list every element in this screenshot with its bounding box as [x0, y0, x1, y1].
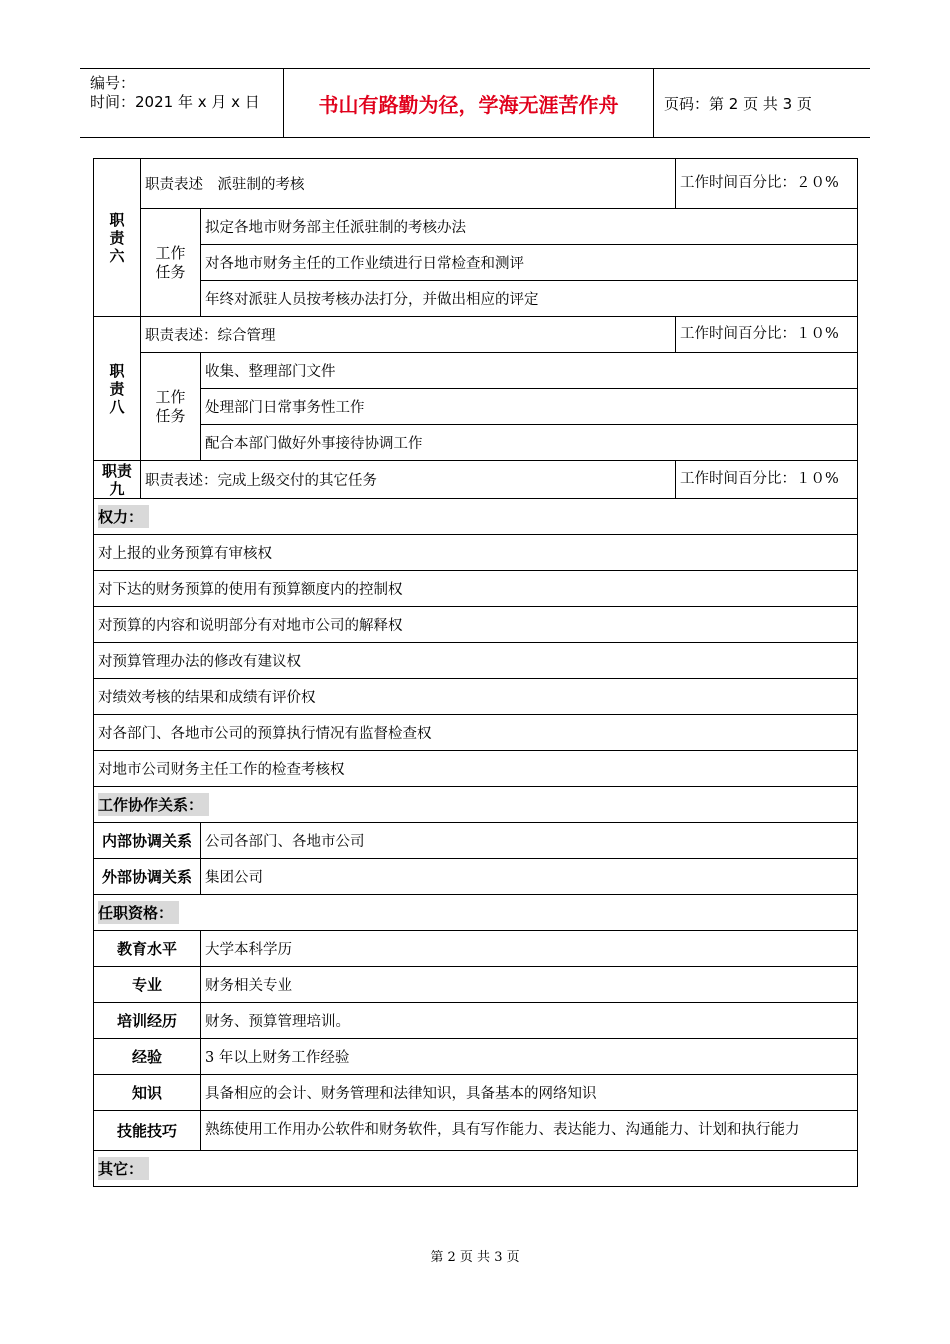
- duty-9-description: 职责表述：完成上级交付的其它任务: [141, 461, 676, 499]
- qualification-value: 大学本科学历: [201, 931, 858, 967]
- qualification-row: [94, 1075, 858, 1111]
- internal-relations-row: [94, 823, 858, 859]
- power-row: [94, 715, 858, 751]
- qualification-value: 财务相关专业: [201, 967, 858, 1003]
- duty-8-description: 职责表述：综合管理: [141, 317, 676, 353]
- header-motto: 书山有路勤为径，学海无涯苦作舟: [284, 69, 654, 137]
- qualification-value: 具备相应的会计、财务管理和法律知识，具备基本的网络知识: [201, 1075, 858, 1111]
- duty-6-task-2: 对各地市财务主任的工作业绩进行日常检查和测评: [201, 245, 858, 281]
- header-page-number: 页码：第 2 页 共 3 页: [664, 94, 812, 113]
- duty-6-label: 职责六: [94, 159, 141, 317]
- header-meta: [80, 69, 284, 137]
- duty-6-time-percent: 工作时间百分比：２０%: [676, 159, 858, 209]
- page-footer: 第 2 页 共 3 页: [430, 1250, 520, 1265]
- duty-8-summary-row: [94, 317, 858, 353]
- duty-9-summary-row: [94, 461, 858, 499]
- powers-section-title: 权力：: [94, 499, 858, 535]
- qualification-value: 财务、预算管理培训。: [201, 1003, 858, 1039]
- qualification-label: 教育水平: [94, 931, 201, 967]
- qualification-label: 经验: [94, 1039, 201, 1075]
- power-row: [94, 679, 858, 715]
- qualification-value: 熟练使用工作用办公软件和财务软件，具有写作能力、表达能力、沟通能力、计划和执行能力: [201, 1111, 858, 1151]
- duty-6-task-row: [94, 209, 858, 245]
- duty-9-label: 职责九: [94, 461, 141, 499]
- other-section-row: [94, 1151, 858, 1187]
- duty-6-task-label: 工作任务: [141, 209, 201, 317]
- duty-6-task-1: 拟定各地市财务部主任派驻制的考核办法: [201, 209, 858, 245]
- job-description-table: [93, 158, 858, 1187]
- qualification-label: 专业: [94, 967, 201, 1003]
- duty-8-task-1: 收集、整理部门文件: [201, 353, 858, 389]
- power-item: 对预算管理办法的修改有建议权: [94, 643, 858, 679]
- qualification-row: [94, 967, 858, 1003]
- duty-8-time-percent: 工作时间百分比：１０%: [676, 317, 858, 353]
- power-item: 对下达的财务预算的使用有预算额度内的控制权: [94, 571, 858, 607]
- qualification-row: [94, 931, 858, 967]
- qualification-label: 培训经历: [94, 1003, 201, 1039]
- power-item: 对各部门、各地市公司的预算执行情况有监督检查权: [94, 715, 858, 751]
- qualification-label: 知识: [94, 1075, 201, 1111]
- internal-relations-value: 公司各部门、各地市公司: [201, 823, 858, 859]
- document-date: 时间：2021 年 x 月 x 日: [90, 93, 260, 111]
- duty-6-task-row: [94, 245, 858, 281]
- powers-section-row: [94, 499, 858, 535]
- qualifications-section-row: [94, 895, 858, 931]
- duty-9-time-percent: 工作时间百分比：１０%: [676, 461, 858, 499]
- duty-6-task-row: [94, 281, 858, 317]
- qualification-row: [94, 1111, 858, 1151]
- duty-6-summary-row: [94, 159, 858, 209]
- power-item: 对绩效考核的结果和成绩有评价权: [94, 679, 858, 715]
- power-row: [94, 643, 858, 679]
- qualification-row: [94, 1003, 858, 1039]
- other-section-title: 其它：: [94, 1151, 858, 1187]
- duty-8-task-label: 工作任务: [141, 353, 201, 461]
- power-row: [94, 571, 858, 607]
- qualification-value: 3 年以上财务工作经验: [201, 1039, 858, 1075]
- duty-8-task-row: [94, 389, 858, 425]
- internal-relations-label: 内部协调关系: [94, 823, 201, 859]
- duty-8-task-2: 处理部门日常事务性工作: [201, 389, 858, 425]
- duty-8-label: 职责八: [94, 317, 141, 461]
- relations-section-row: [94, 787, 858, 823]
- document-number-label: 编号：: [90, 74, 136, 92]
- power-item: 对预算的内容和说明部分有对地市公司的解释权: [94, 607, 858, 643]
- duty-8-task-row: [94, 425, 858, 461]
- qualifications-section-title: 任职资格：: [94, 895, 858, 931]
- duty-8-task-3: 配合本部门做好外事接待协调工作: [201, 425, 858, 461]
- power-row: [94, 607, 858, 643]
- duty-6-task-3: 年终对派驻人员按考核办法打分，并做出相应的评定: [201, 281, 858, 317]
- power-row: [94, 535, 858, 571]
- power-item: 对上报的业务预算有审核权: [94, 535, 858, 571]
- external-relations-row: [94, 859, 858, 895]
- qualification-row: [94, 1039, 858, 1075]
- external-relations-value: 集团公司: [201, 859, 858, 895]
- power-item: 对地市公司财务主任工作的检查考核权: [94, 751, 858, 787]
- relations-section-title: 工作协作关系：: [94, 787, 858, 823]
- duty-8-task-row: [94, 353, 858, 389]
- power-row: [94, 751, 858, 787]
- page-header: [80, 68, 870, 138]
- external-relations-label: 外部协调关系: [94, 859, 201, 895]
- qualification-label: 技能技巧: [94, 1111, 201, 1151]
- duty-6-description: 职责表述 派驻制的考核: [141, 159, 676, 209]
